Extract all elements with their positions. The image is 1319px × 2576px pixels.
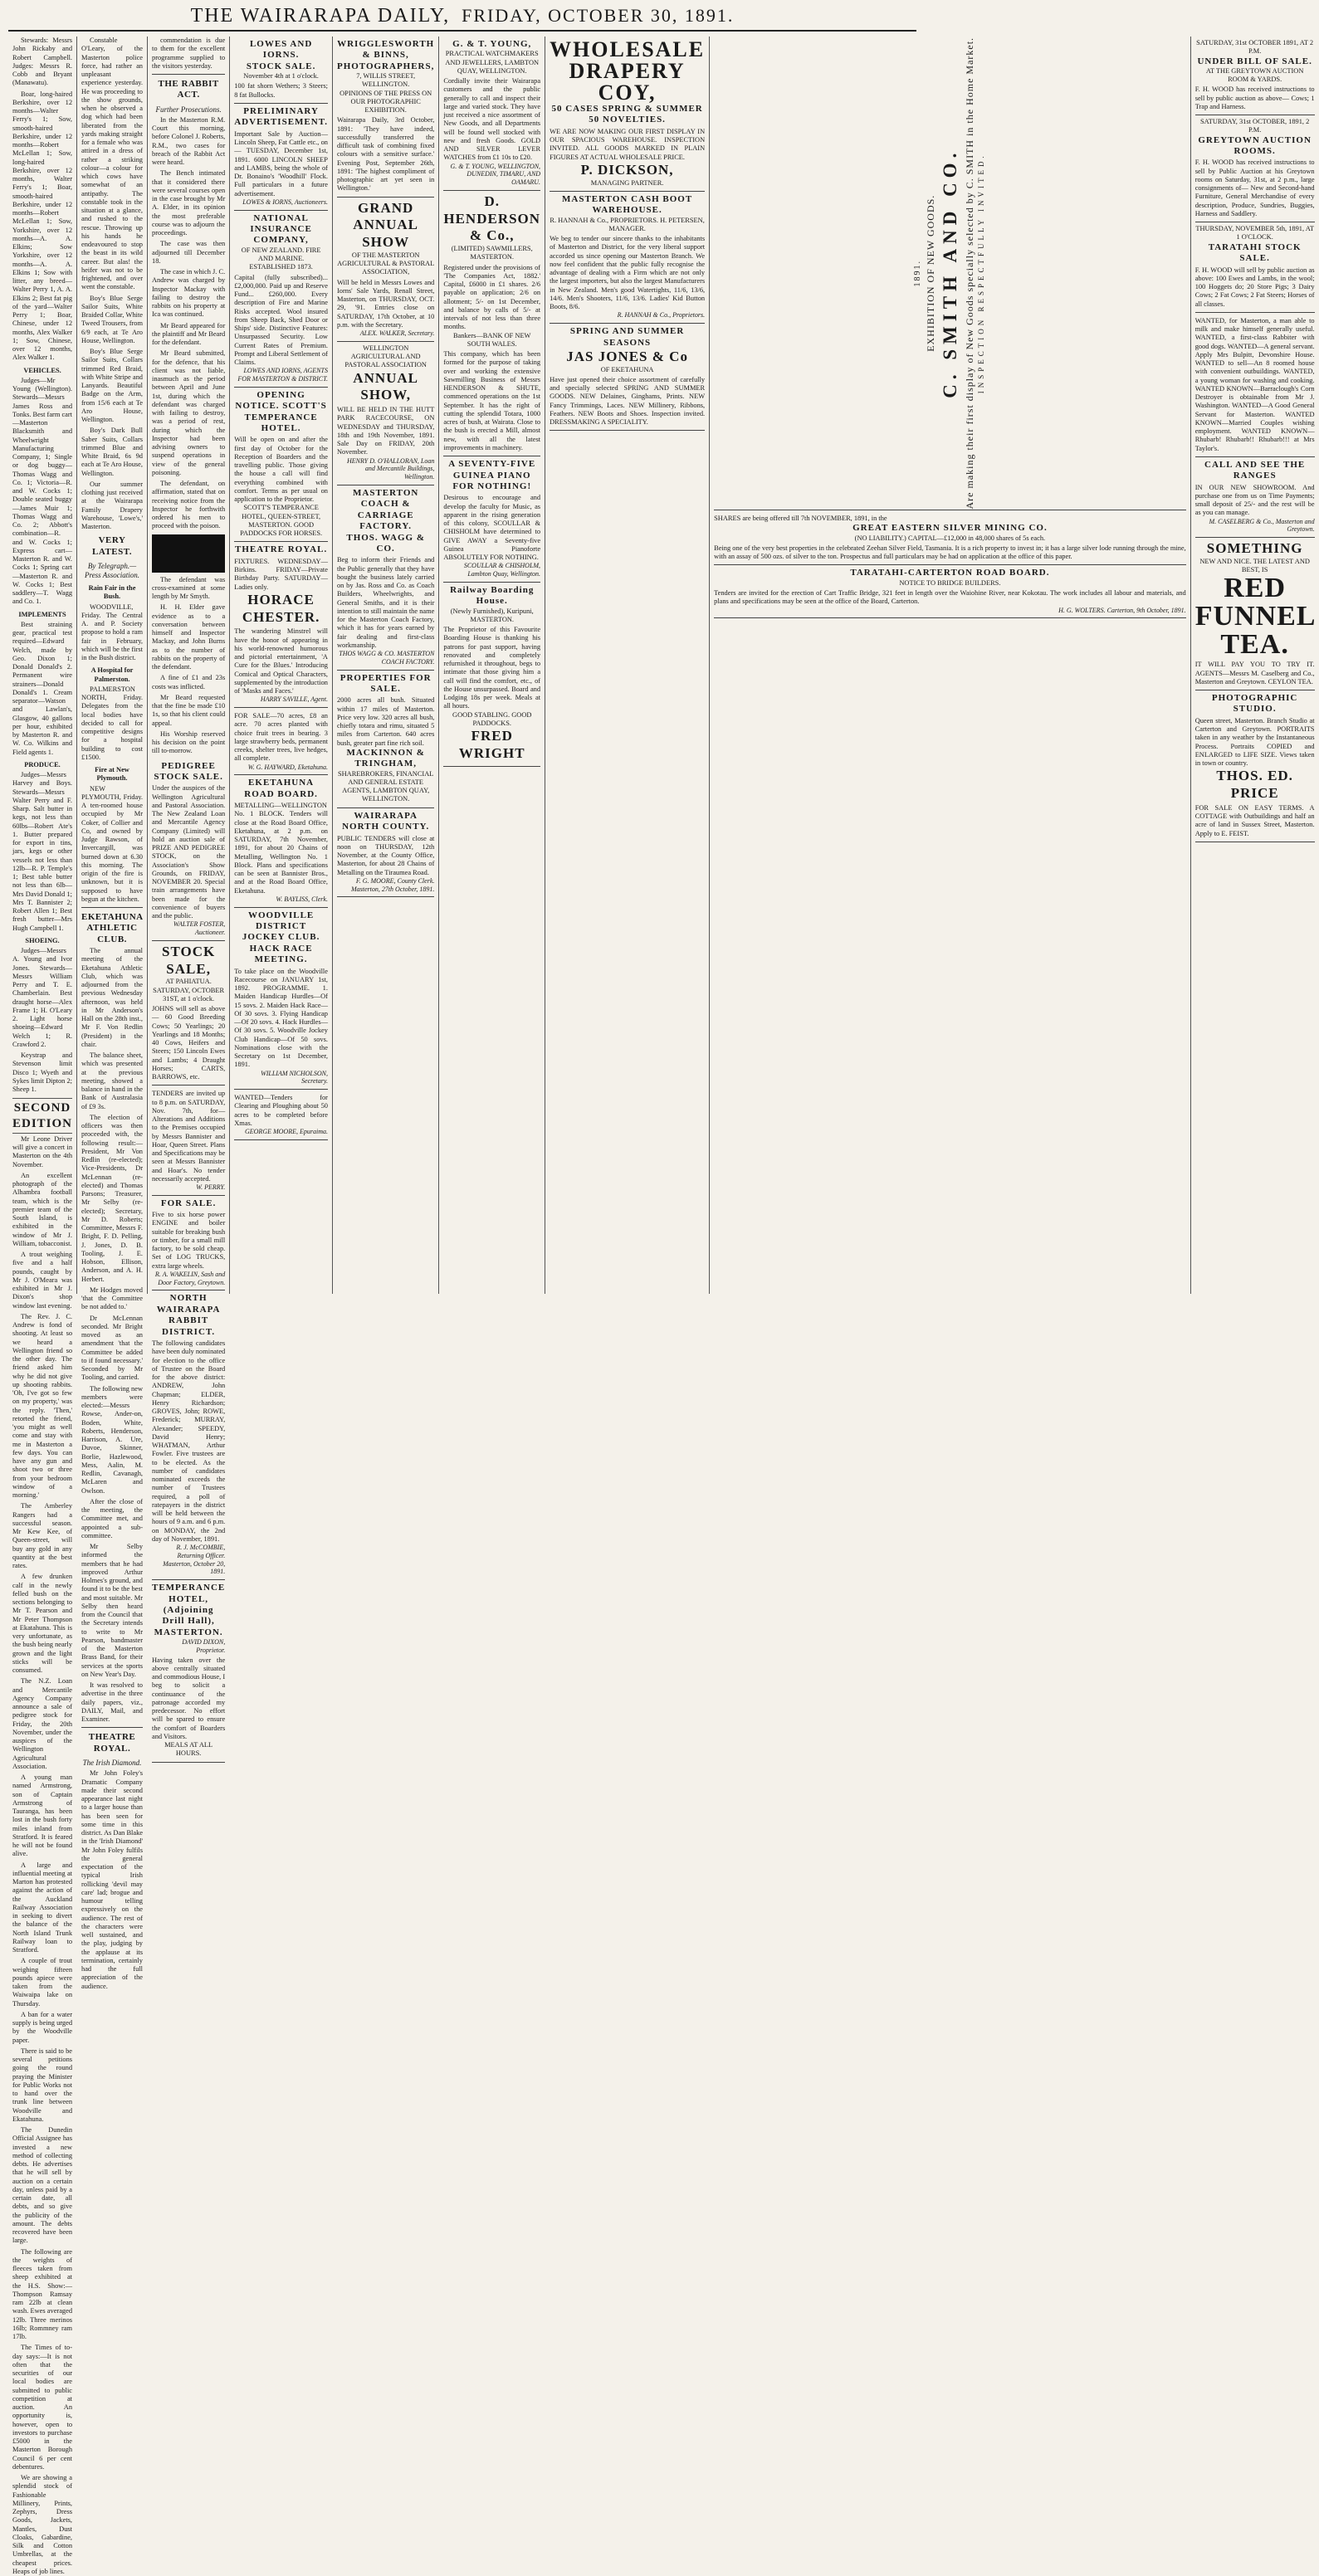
piano-ad [443, 456, 540, 583]
article-paragraph: There is said to be several petitions going the round praying the Minister for Public Works not to hand over the trunk line between Woodville and Ekatahuna. [12, 2047, 73, 2123]
ad-body: The following candidates have been duly nominated for election to the office of Trustee on the Board for the above district: ANDREW, John Chapman; ELDER, Henry Richardson; GROVES, John; ROWE, Frederick; MURRAY, Alexander; SPEEDY, David Henry; WHATMAN, Arthur Fowler. Five trustees are to be elected. As the number of candidates nominated exceeds the number of Trustees required, a poll of ratepayers in the district will be held between the hours of 9 a.m. and 6 p.m. on MONDAY, the 2nd day of November, 1891. [152, 1339, 226, 1543]
ad-signature: WILLIAM NICHOLSON, Secretary. [261, 1069, 328, 1086]
ad-body: FOR SALE—70 acres, £8 an acre. 70 acres planted with choice fruit trees in bearing. 3 large strawberry beds, permanent creeks, shelter trees, live hedges, all complete. [234, 712, 328, 763]
theatre-royal-ad [234, 542, 328, 708]
ad-subtitle: WELLINGTON AGRICULTURAL AND PASTORAL ASSOCIATION [344, 344, 427, 369]
article-paragraph: His Worship reserved his decision on the point till to-morrow. [152, 729, 226, 755]
ad-body: IN OUR NEW SHOWROOM. And purchase one from us on Time Payments; small deposit of 25/- and the rest will be as you can manage. [1194, 483, 1315, 517]
article-paragraph: The balance sheet, which was presented at the previous meeting, showed a balance in hand in the Bank of Australasia of £9 3s. [81, 1051, 143, 1110]
ad-signature: GEORGE MOORE, Epuraima. [244, 1128, 328, 1136]
ad-body: Queen street, Masterton. Branch Studio at Carterton and Greytown. PORTRAITS taken in any weather by the Instantaneous Process. Portraits COPIED and ENLARGED to LIFE SIZE. Views taken in town or country. [1194, 716, 1315, 768]
ad-title: D. HENDERSON & Co., [443, 193, 541, 244]
ad-title: SOMETHING [1206, 540, 1303, 557]
ad-title: PROPERTIES FOR SALE. [340, 672, 432, 694]
ad-signature: W. G. HAYWARD, Eketahuna. [247, 763, 328, 771]
article-paragraph: A large and influential meeting at Marton has protested against the action of the Auckland Railway Association in seeking to divert the balance of the North Island Trunk Railway loan to Stratford. [12, 1861, 73, 1954]
article-paragraph: commendation is due to them for the excellent programme supplied to the visitors yesterday. [152, 37, 226, 70]
ad-title: MASTERTON CASH BOOT WAREHOUSE. [562, 193, 693, 216]
article-paragraph: Dr McLennan seconded. Mr Bright moved as an amendment 'that the Committee be added to if found necessary.' Seconded by Mr Tooling, and carried. [81, 1314, 143, 1382]
grand-annual-show-ad [337, 198, 434, 342]
section-heading: THE RABBIT ACT. [158, 79, 219, 100]
article-paragraph: The Amberley Rangers had a successful season. Mr Kew Kee, of Queen-street, will buy any gold in any quantity at the best rates. [12, 1502, 73, 1570]
ad-date: SATURDAY, OCTOBER 31ST, at 1 o'clock. [153, 986, 225, 1003]
ad-subtitle: R. HANNAH & Co., PROPRIETORS. H. PETERSEN, MANAGER. [550, 216, 705, 232]
divider [152, 74, 225, 75]
ad-footer: MEALS AT ALL HOURS. [164, 1741, 213, 1758]
ad-subtitle: NEW AND NICE. THE LATEST AND BEST, IS [1199, 557, 1310, 574]
article-paragraph: Mr Selby informed the members that he had improved Arthur Holmes's ground, and found it to be the best and most suitable. Mr Selby then heard from the Council that the Secretary intends to write to Mr Pearson, bandmaster of the Masterton Brass Band, for their services at the sports on New Year's Day. [81, 1543, 143, 1678]
ad-subtitle: STOCK SALE. [246, 61, 316, 71]
article-paragraph: Mr Beard requested that the fine be made £10 1s, so that his client could appeal. [152, 693, 226, 727]
ad-signature: W. PERRY. [196, 1183, 226, 1192]
ad-subtitle: OF THE MASTERTON AGRICULTURAL & PASTORAL ASSOCIATION, [337, 251, 435, 276]
tenders-ad [152, 1086, 225, 1196]
ad-title: ANNUAL SHOW, [353, 369, 419, 403]
ad-title: WHOLESALE [550, 37, 706, 61]
ad-body: WILL BE HELD IN THE HUTT PARK RACECOURSE, ON WEDNESDAY and THURSDAY, 18th and 19th November, 1891. Sale Day on FRIDAY, 20th November. [336, 406, 435, 456]
road-board-ad [714, 565, 1186, 618]
preliminary-ad [234, 104, 328, 211]
ad-title: PHOTOGRAPHIC STUDIO. [1211, 693, 1298, 715]
ad-body: METALLING—WELLINGTON No. 1 BLOCK. Tenders will close at the Road Board Office, Eketahuna, at 2 p.m. on SATURDAY, 7th November, 1891, for about 20 Chains of Metalling, Wellington No. 1 Block. Plans and specifications can be seen at Bannister Bros., and at the Road Board Office, Eketahuna. [234, 802, 328, 895]
ad-body: Tenders are invited for the erection of Cart Traffic Bridge, 321 feet in length over the Waiohine River, near Kokotau. The work includes all labour and materials, and plans and specifications may be seen at the office of the Board, Carterton. [714, 589, 1186, 606]
column-8 [710, 37, 1191, 1294]
ad-body: Have just opened their choice assortment of carefully and specially selected SPRING AND SUMMER GOODS. NEW Delaines, Ginghams, Prints. NEW Fancy Trimmings, Laces. NEW Millinery, Ribbons, Feathers. NEW Boots and Shoes. Inspection invited. DRESSMAKING A SPECIALITY. [550, 375, 706, 427]
article-paragraph: Mr Hodges moved 'that the Committee be not added to.' [81, 1286, 143, 1311]
ad-signature: DAVID DIXON, Proprietor. [182, 1638, 226, 1654]
ad-title: TARATAHI STOCK SALE. [1208, 242, 1302, 264]
orchard-for-sale-ad [234, 708, 328, 775]
masthead [8, 5, 916, 32]
ad-title: WOODVILLE DISTRICT JOCKEY CLUB. [242, 910, 320, 943]
coach-factory-ad [337, 485, 434, 671]
scotts-hotel-ad [234, 388, 328, 543]
article-paragraph: The annual meeting of the Eketahuna Athletic Club, which was adjourned from the previous Wednesday afternoon, was held in Mr Anderson's Hall on the 28th inst., Mr F. Von Redlin (President) in the chair. [81, 947, 143, 1048]
ad-headline: THOS. ED. PRICE [1216, 768, 1293, 802]
ad-signature: W. BAYLISS, Clerk. [276, 895, 328, 903]
ad-signature: M. CASELBERG & Co., Masterton and Greytown. [1209, 517, 1315, 534]
ad-title: GREAT EASTERN SILVER MINING CO. [852, 523, 1048, 534]
auction-ad-1 [1195, 37, 1315, 115]
ad-body: F. H. WOOD will sell by public auction as above: 100 Ewes and Lambs, in the wool; 100 Hoggets do; 20 Store Pigs; 3 Dairy Cows; 2 Fat Cows; 2 Fat Steers; Horses of all classes. [1194, 266, 1315, 308]
ad-subtitle: (NO LIABILITY.) CAPITAL—£12,000 in 48,000 shares of 5s each. [854, 534, 1046, 542]
section-subheading: By Telegraph.—Press Association. [85, 562, 140, 580]
article-paragraph: The case was then adjourned till December 18. [152, 240, 226, 265]
ad-body: The wandering Minstrel will have the honor of appearing in his world-renowned humorous and pictorial entertainment, 'A Cure for the Blues.' Introducing Comical and Optical Characters, supplemented by the introduction of 'Masks and Faces.' [234, 627, 328, 695]
ad-body: Important Sale by Auction— Lincoln Sheep, Fat Cattle etc., on— TUESDAY, December 1st, 1891. 6000 LINCOLN SHEEP and LAMBS, being the whole of Dr. Bonaino's 'Woodhill' Flock. Full particulars in a future advertisement. [234, 129, 328, 198]
article-paragraph: Best straining gear, practical test required—Edward Welch, made by Geo. Dixon 1; Donald Donald's 2. Permanent wire strainers—Donald Donald's 1. Cream separator—Watson and Lawlan's, Glasgow, 40 gallons per hour, exhibited by Masterton R. and W. Co. Wilkins and Field agents 1. [12, 620, 73, 756]
ad-body: Will be held in Messrs Lowes and Iorns' Sale Yards, Renall Street, Masterton, on THURSDAY, OCT. 29, '91. Entries close on SATURDAY, 17th October, at 10 p.m. with the Secretary. [336, 278, 435, 329]
ad-subtitle: (LIMITED) SAWMILLERS, MASTERTON. [451, 245, 533, 261]
article-paragraph: Constable O'Leary, of the Masterton police force, had rather an unpleasant experience yesterday. He was proceeding to the show grounds, when he observed a dog which had been liberated from the yards making straight for a female who was attired in a dress of rather a striking colour—a colour for which cows have somewhat of an antipathy. The constable took in the situation at a glance, and rushed to the rescue. Throwing up his hands he endeavoured to stop the beast in its wild career. But alas! the heifer was not to be frightened, and over went the constable. [81, 37, 143, 291]
article-paragraph: The Bench intimated that it considered there were several courses open in the case brought by Mr A. Elder, in its opinion the most preferable course was to adjourn the proceedings. [152, 169, 226, 237]
article-paragraph: Mr Beard submitted, for the defence, that his client was not liable, inasmuch as the period between April and June 1st, during which the defendant was charged with failing to destroy, was a period of rest, during which the Inspector had been advising owners to suspend operations in view of the general poisoning. [152, 349, 226, 476]
ad-title: EKETAHUNA ROAD BOARD. [244, 778, 318, 799]
lowes-iorns-ad [234, 37, 328, 104]
article-paragraph: H. H. Elder gave evidence as to a conversation between himself and Inspector Mackay, and John Burns as to the number of rabbits on the property of the defendant. [152, 603, 226, 671]
article-paragraph: The following new members were elected:—Messrs Rowse, Ander-on, Boden, White, Roberts, Henderson, Harrison, A. Ure, Duvoe, Skinner, Borlie, Hazlewood, Mess, Aalin, M. Redlin, Cavanagh, McLaren and Owlson. [81, 1384, 143, 1495]
ad-title: FOR SALE. [160, 1198, 217, 1208]
column-6 [439, 37, 545, 1294]
photo-studio-ad [1195, 690, 1315, 842]
article-paragraph: A young man named Armstrong, son of Captain Armstrong of Tauranga, has been lost in the bush forty miles inland from Stratford. It is feared he will not be found alive. [12, 1773, 73, 1858]
ad-body: Capital (fully subscribed)... £2,000,000. Paid up and Reserve Fund... £260,000. Every description of Fire and Marine Risks accepted. Wool insured from Sheep Back, Shed Door or Ships' side. Distinctive Features: Unsurpassed Security. Low Current Rates of Premium. Prompt and Liberal Settlement of Claims. [234, 273, 328, 366]
ad-subtitle: NOTICE TO BRIDGE BUILDERS. [899, 578, 1001, 587]
ad-body: To take place on the Woodville Racecourse on JANUARY 1st, 1892. PROGRAMME. 1. Maiden Handicap Hurdles—Of 15 sovs. 2. Maiden Hack Race—Of 30 sovs. 3. Flying Handicap—Of 20 sovs. 4. Hack Hurdles—Of 30 sovs. 5. Woodville Jockey Club Handicap—Of 50 sovs. Nominations close with the Secretary on 1st December, 1891. [234, 967, 328, 1069]
article-paragraph: A couple of trout weighing fifteen pounds apiece were taken from the Waiwaipa lake on Thursday. [12, 1957, 73, 2008]
article-paragraph: NEW PLYMOUTH, Friday. A ten-roomed house occupied by Mr Coker, of Collier and Co, and owned by Judge Rawson, of Invercargill, was burned down at 6.30 this morning. The origin of the fire is unknown, but it is supposed to have begun at the kitchen. [81, 784, 143, 903]
ad-body: Beg to inform their Friends and the Public generally that they have bought the business lately carried on by Jas. Ross and Co. as Coach Builders, Wheelwrights, and General Smiths, and it is their intention to still maintain the name for the Masterton Coach Factory, which it has for years earned by fair dealing and first-class workmanship. [336, 556, 435, 649]
ad-title: NORTH WAIRARAPA RABBIT DISTRICT. [156, 1293, 221, 1337]
ad-title: WRIGGLESWORTH & BINNS, PHOTOGRAPHERS, [336, 39, 435, 71]
article-paragraph: In the Masterton R.M. Court this morning, before Colonel J. Roberts, R.M., two cases for breach of the Rabbit Act were heard. [152, 115, 226, 167]
silver-mining-ad [714, 510, 1186, 565]
red-funnel-tea-ad [1195, 538, 1315, 690]
article-paragraph: WOODVILLE, Friday. The Central A. and P. Society propose to hold a ram fair in February, which will be the first in the Bush district. [81, 603, 143, 661]
ad-title: GRAND ANNUAL SHOW [353, 199, 419, 251]
article-paragraph: Mr Beard appeared for the plaintiff and Mr Beard for the defendant. [152, 321, 226, 347]
article-paragraph: We are showing a splendid stock of Fashionable Millinery, Prints, Zephyrs, Dress Goods, Jackets, Mantles, Dust Cloaks, Gabardine, Silk and Cotton Umbrellas, at the cheapest prices. Heaps of job lines. [12, 2474, 73, 2575]
ad-body: F. H. WOOD has received instructions to sell by Public Auction at his Greytown rooms on Saturday, 31st, at 2 p.m., large consignments of— New and Second-hand Furniture, General Merchandise of every description, Produce, Sundries, Buggies, Harness and Saddlery. [1194, 159, 1315, 217]
ad-subtitle: AT PAHIATUA. [165, 978, 212, 986]
smith-exhibition-ad [714, 37, 1186, 510]
ad-date: SATURDAY, 31st OCTOBER, 1891, 2 P.M. [1199, 118, 1310, 134]
ad-body: JOHNS will sell as above— 60 Good Breeding Cows; 50 Yearlings; 20 Yearlings and 18 Months; 40 Cows, Heifers and Steers; 150 Lincoln Ewes and Lambs; 4 Draught Horses; CARTS, BARROWS, etc. [152, 1005, 226, 1081]
county-tenders-ad [337, 808, 434, 898]
ad-subtitle: (Newly Furnished), Kuripuni, MASTERTON. [450, 607, 534, 623]
auction-ad-3 [1195, 222, 1315, 313]
ad-year: 1891. [913, 259, 923, 287]
boarding-house-ad [443, 583, 540, 767]
ad-title: SPRING AND SUMMER SEASONS [569, 326, 685, 348]
ad-signature: LOWES AND IORNS, AGENTS FOR MASTERTON & DISTRICT. [237, 367, 328, 383]
article-paragraph: Keystrap and Stevenson limit Disco 1; Wyeth and Sykes limit Dipton 2; Sheep 1. [12, 1051, 73, 1093]
section-heading: PRODUCE. [24, 760, 61, 768]
sawmillers-ad [443, 191, 540, 456]
ad-body: SHARES are being offered till 7th NOVEMBER, 1891, in the [714, 515, 887, 522]
ad-signature: F. G. MOORE, County Clerk. Masterton, 27th October, 1891. [350, 876, 435, 893]
ad-headline: JAS JONES & Co [566, 348, 688, 364]
ad-title: A SEVENTY-FIVE GUINEA PIANO FOR NOTHING! [448, 459, 536, 491]
ad-title: GREYTOWN AUCTION ROOMS. [1198, 134, 1312, 157]
ad-body: WANTED—Tenders for Clearing and Ploughing about 50 acres to be completed before Xmas. [234, 1094, 328, 1127]
ad-subtitle: 50 CASES SPRING & SUMMER 50 NOVELTIES. [551, 104, 703, 125]
ad-footer: Bankers—BANK OF NEW SOUTH WALES. [452, 331, 531, 348]
article-paragraph: The case in which J. C. Andrew was charged by Inspector Mackay with failing to destroy the rabbits on his property at Ica was continued. [152, 268, 226, 319]
article-paragraph: Mr Leone Driver will give a concert in Masterton on the 4th November. [12, 1134, 73, 1168]
properties-for-sale-ad [337, 671, 434, 808]
pedigree-stock-sale-ad [152, 759, 225, 941]
article-paragraph: Boy's Dark Bull Saber Suits, Collars trimmed Blue and White Braid, 6s 9d each at Te Aro House, Wellington. [81, 427, 143, 477]
ad-body: Being one of the very best properties in the celebrated Zeehan Silver Field, Tasmania. It is a rich property to invest in; it has a large silver lode running through the mine, with an assay of 500 ozs. of silver to the ton. Prospectus and full particulars may be had on application at the office of this paper. [714, 544, 1186, 561]
ad-body: 2000 acres all bush. Situated within 17 miles of Masterton. Price very low. 320 acres all bush, chiefly totara and rimu, situated 5 miles from Carterton. 640 acres bush, greater part fine rich soil. [336, 696, 435, 747]
ad-headline: HORACE CHESTER. [242, 591, 320, 625]
ad-subtitle: AT THE GREYTOWN AUCTION ROOM & YARDS. [1205, 66, 1304, 84]
ad-body: IT WILL PAY YOU TO TRY IT. AGENTS—Messrs M. Caselberg and Co., Masterton and Greytown. CEYLON TEA. [1194, 661, 1315, 685]
section-heading: THEATRE ROYAL. [88, 1732, 136, 1754]
ad-subtitle: OF EKETAHUNA [600, 365, 654, 373]
article-paragraph: The Dunedin Official Assignee has invested a new method of collecting debts. He advertises that he will sell by auction on a certain day, unless paid by a certain date, all debts, and so give the publicity of the amount. The debts recovered have been large. [12, 2126, 73, 2245]
ad-title: DRAPERY [569, 59, 686, 83]
temperance-hotel-ad [152, 1580, 225, 1763]
ad-title: OPENING NOTICE. SCOTT'S TEMPERANCE HOTEL. [235, 389, 327, 433]
article-paragraph: Boy's Blue Serge Sailor Suits, Collars trimmed Red Braid, with White Stripe and Lanyards. Beautiful Badge on the Arm, from 15/6 each at Te Aro House, Wellington. [81, 348, 143, 423]
ad-body: Are making their first display of New Goods specially selected by C. SMITH in the Home Market. [964, 37, 976, 510]
ad-headline: MACKINNON & TRINGHAM, [346, 747, 425, 769]
auction-ad-2 [1195, 115, 1315, 222]
ad-body: Five to six horse power ENGINE and boiler suitable for breaking bush or timber, for a small mill factory, to be sold cheap. Set of LOG TRUCKS, extra large wheels. [152, 1211, 226, 1270]
article-paragraph: The defendant, on affirmation, stated that on receiving notice from the Inspector he forthwith ordered his men to proceed with the poison. [152, 480, 226, 530]
ad-subtitle: OF NEW ZEALAND. FIRE AND MARINE. ESTABLISHED 1873. [241, 246, 321, 271]
ad-signature: SCOULLAR & CHISHOLM, Lambton Quay, Wellington. [463, 562, 541, 578]
section-heading: SHOEING. [25, 936, 60, 944]
ad-title: LOWES AND IORNS. [249, 39, 313, 61]
ad-date: THURSDAY, NOVEMBER 5th, 1891, AT 1 O'CLOCK. [1195, 225, 1314, 242]
eketahuna-road-board-ad [234, 775, 328, 907]
wellington-show-ad [337, 342, 434, 485]
article-paragraph: Mr John Foley's Dramatic Company made their second appearance last night to a larger house than has been seen for some time in this district. As Dan Blake in the 'Irish Diamond' Mr John Foley fulfils the general expectation of the typical Irish rollicking 'devil may care' lad; brogue and humour telling expressively on the audience. The rest of the characters were well sustained, and the play, judging by the applause at its termination, certainly had the full appreciation of the audience. [81, 1769, 143, 1990]
column-9 [1191, 37, 1319, 1294]
ranges-ad [1195, 457, 1315, 538]
section-subheading: Further Prosecutions. [155, 105, 222, 114]
article-heading: Fire at New Plymouth. [95, 766, 129, 783]
ad-title: G. & T. YOUNG, [452, 39, 532, 49]
article-paragraph: After the close of the meeting, the Committee met, and appointed a sub-committee. [81, 1497, 143, 1539]
ad-title: Railway Boarding House. [450, 584, 535, 607]
section-heading: VEHICLES. [23, 366, 61, 374]
ad-headline: RED FUNNEL TEA. [1194, 573, 1317, 661]
column-4 [230, 37, 333, 1294]
ad-subtitle: 7, WILLIS STREET, WELLINGTON. [356, 72, 416, 89]
ad-title: STOCK SALE, [162, 943, 216, 977]
column-1 [8, 37, 77, 2575]
pahiatua-stock-sale-ad [152, 941, 225, 1086]
ad-signature: R. HANNAH & Co., Proprietors. [617, 311, 706, 320]
article-paragraph: An excellent photograph of the Alhambra football team, which is the premier team of the South Island, is exhibited in the window of Mr J. William, tobacconist. [12, 1171, 73, 1247]
rabbit-district-ad [152, 1290, 225, 1580]
ad-body: Cordially invite their Wairarapa customers and the public generally to call and inspect their large and varied stock. They have just received a nice assortment of New Goods, and all Departments will be found well stocked with new and fresh Goods. GOLD AND SILVER LEVER WATCHES from £1 10s to £20. [443, 77, 541, 162]
ad-title: WAIRARAPA NORTH COUNTY. [342, 810, 430, 832]
article-paragraph: Judges—Messrs Harvey and Boys. Stewards—Messrs Walter Perry and F. Sharp. Salt butter in kegs, not less than 60lbs—Robert Ate's 1. Butter prepared for export in tins, jars, kegs or other vessels not less than 12lb—R. P. Temple's 1; Best table butter not less than 6lb—Mrs David Donald 1; Mrs T. Bannister 2; Robert Allen 1; Best fresh butter—Mrs Hugh Campbell 1. [12, 771, 73, 932]
jewellers-ad [443, 37, 540, 191]
ad-body: FIXTURES. WEDNESDAY—Birkins. FRIDAY—Private Birthday Party. SATURDAY—Ladies only. [234, 557, 328, 591]
article-paragraph: Boy's Blue Serge Sailor Suits, White Braided Collar, White Tweed Trousers, from 6/9 each, at Te Aro House, Wellington. [81, 294, 143, 344]
ad-proprietor: FRED WRIGHT [458, 728, 525, 761]
ad-title: EXHIBITION OF NEW GOODS. [925, 194, 937, 352]
masthead-date: FRIDAY, OCTOBER 30, 1891. [462, 5, 735, 26]
article-paragraph: A few drunken calf in the newly felled bush on the sections belonging to Mr T. Pearson and Mr Peter Thompson at Ekatahuna. This is very unfortunate, as the bush being nearly grown and the light sticks will be consumed. [12, 1573, 73, 1675]
article-paragraph: A trout weighing five and a half pounds, caught by Mr J. O'Meara was exhibited in Mr J. Dixon's shop window last evening. [12, 1251, 73, 1310]
article-paragraph: It was resolved to advertise in the three daily papers, viz., DAILY, Mail, and Examiner. [81, 1681, 143, 1724]
ad-body: Will be open on and after the first day of October for the Reception of Boarders and the travelling public. Those giving the house a call will find everything combined with comfort. Terms as per usual on application to the Proprietor. [234, 436, 328, 504]
ad-date: November 4th at 1 o'clock. [243, 72, 319, 80]
ad-signature: R. A. WAKELIN, Sash and Door Factory, Greytown. [154, 1270, 226, 1286]
article-paragraph: Judges—Mr Young (Wellington). Stewards—Messrs James Ross and Tonks. Best farm cart—Masterton Blacksmith and Wheelwright Manufacturing Company, 1; Single or dog buggy—Thomas Wagg and Co. 1; Victoria—R. and W. Cocks 1; Double seated buggy—James Muir 1; Thomas Wagg and Co. 2; Abbott's combination—R. and W. Cocks 1; Express cart—Masterton R. and W. Cocks 1; Spring cart—Masterton R. and W. Cocks 1; Best saddlery—T. Wagg and Co. 1. [12, 376, 73, 606]
redaction-block [152, 534, 225, 573]
ad-signature: LOWES & IORNS, Auctioneers. [242, 198, 328, 206]
ad-signature: HARRY SAVILLE, Agent. [260, 695, 328, 704]
article-heading: Rain Fair in the Bush. [88, 584, 136, 601]
ad-subtitle: PRACTICAL WATCHMAKERS AND JEWELLERS, LAMBTON QUAY, WELLINGTON. [445, 50, 540, 75]
article-paragraph: The Rev. J. C. Andrew is fond of shooting. At least so we heard a Wellington friend so the other day. The friend asked him why he did not give up shooting rabbits. 'Oh, I've got so few on my property,' was the reply. 'Then,' retorted the friend, 'you might as well come and stay with me in Masterton a few days. You can have any gun and shoot two or three from your bedroom window of a morning.' [12, 1312, 73, 1500]
ad-body: Wairarapa Daily, 3rd October, 1891: 'They have indeed, successfully transferred the difficult task of combining fixed colours with a sensitive surface.' Evening Post, September 26th, 1891: 'The highest compliment of photographic art yet seen in Wellington.' [336, 116, 435, 193]
article-paragraph: Our summer clothing just received at the Wairarapa Family Drapery Warehouse, 'Lowe's,' Masterton. [81, 480, 143, 530]
ad-footer: MANAGING PARTNER. [590, 178, 664, 187]
ad-signature: ALEX. WALKER, Secretary. [359, 329, 435, 338]
tenders-wanted-ad [234, 1090, 328, 1140]
masthead-title: THE WAIRARAPA DAILY, [190, 5, 451, 27]
ad-footer: INSPECTION RESPECTFULLY INVITED. [977, 152, 986, 394]
wanted-ads [1195, 313, 1315, 457]
edition-heading: SECOND EDITION [12, 1098, 72, 1134]
column-7 [545, 37, 710, 1294]
national-insurance-ad [234, 211, 328, 388]
ad-title: MASTERTON COACH & CARRIAGE FACTORY. [353, 487, 419, 532]
ad-signature: R. J. McCOMBIE, Returning Officer. Masterton, October 20, 1891. [163, 1544, 226, 1576]
article-paragraph: PALMERSTON NORTH, Friday. Delegates from the local bodies have decided to call for competitive designs for a hospital building to cost £1500. [81, 685, 143, 761]
ad-body: WE ARE NOW MAKING OUR FIRST DISPLAY IN OUR SPACIOUS WAREHOUSE. INSPECTION INVITED. ALL GOODS MARKED IN PLAIN FIGURES AT ACTUAL WHOLESALE PRICE. [550, 127, 706, 161]
article-paragraph: The Times of to-day says:—It is not often that the securities of our local bodies are submitted to public competition at auction. An opportunity is, however, open to investors to purchase £5000 in the Masterton Borough Council 6 per cent debentures. [12, 2344, 73, 2471]
ad-title: COY, [598, 80, 657, 105]
ad-body: WANTED, for Masterton, a man able to milk and make himself generally useful. WANTED, a first-class Rabbiter with good dogs. WANTED—A general servant. Apply Mrs Bulpitt, Devonshire House. WANTED to sell—An 8 roomed house with convenient outbuildings. WANTED, a young woman for washing and cooking. WANTED KNOWN—Barraclough's Corn Destroyer is obtainable from Mr J. Washington. WANTED—A Good General Servant for Masterton. WANTED KNOWN—Married Couples wishing employment. WANTED KNOWN—Rhubarb! Rhubarb!! Rhubarb!!! at Mrs Taylor's. [1194, 316, 1315, 452]
article-paragraph: A ban for a water supply is being urged by the Woodville paper. [12, 2010, 73, 2044]
ad-body: Registered under the provisions of 'The Companies Act, 1882.' Capital, £6000 in £1 shares. 2/6 payable on application; 2/6 on allotment; 5/- on 1st December, and balance by calls of 5/- at intervals of not less than three months. [443, 263, 541, 331]
for-sale-ad [152, 1196, 225, 1291]
ad-date: SATURDAY, 31st OCTOBER 1891, AT 2 P.M. [1196, 39, 1314, 56]
ad-title: THEATRE ROYAL. [235, 544, 328, 555]
ad-signature: G. & T. YOUNG, WELLINGTON, DUNEDIN, TIMARU, AND OAMARU. [450, 162, 541, 187]
ad-title: TARATAHI-CARTERTON ROAD BOARD. [850, 568, 1050, 578]
article-paragraph: The election of officers was then proceeded with, the following result:—President, Mr Von Redlin (re-elected); Vice-Presidents, Dr McLennan (re-elected) and Thomas Parsons; Treasurer, Mr Selby (re-elected); Secretary, Mr D. Roberts; Committee, Messrs F. Bright, F. D. Pelling, J. Jones, D. B. Tooling, J. E. Hobson, Ellison, Anderson, and A. H. Herbert. [81, 1113, 143, 1283]
divider [81, 1727, 143, 1728]
ad-title: NATIONAL INSURANCE COMPANY, [250, 212, 312, 246]
article-paragraph: Stewards: Messrs John Rickaby and Robert Campbell. Judges: Messrs R. Cobb and Bryant (Manawatu). [12, 37, 73, 87]
article-paragraph: The following are the weights of fleeces taken from sheep exhibited at the H.S. Show:—Thompson Ramsay ram 22lb at clean wash. Ewes averaged 12lb. Three merinos 16lb; Rommney ram 17lb. [12, 2247, 73, 2341]
ad-body: This company, which has been formed for the purpose of taking over and working the extensive Sawmilling Business of Messrs HENDERSON & SHUTE, commenced operations on the 1st September. It has the right of cutting the splendid Totara, 1000 acres of bush, at Wairata. Close to the bush is erected a Mill, almost new, with all the latest improvements in machinery. [443, 350, 541, 451]
article-paragraph: The defendant was cross-examined at some length by Mr Smyth. [152, 575, 226, 601]
ad-signature: WALTER FOSTER, Auctioneer. [173, 920, 226, 937]
column-5 [333, 37, 439, 1294]
ad-footer: GOOD STABLING. GOOD PADDOCKS. [452, 710, 532, 727]
ad-body: 100 fat shorn Wethers; 3 Steers; 8 fat Bullocks. [234, 82, 328, 99]
columns [8, 37, 1317, 2575]
divider [81, 907, 143, 908]
boot-warehouse-ad [550, 192, 705, 324]
ad-title: CALL AND SEE THE RANGES [1204, 459, 1306, 481]
ad-body: Having taken over the above centrally situated and commodious House, I beg to solicit a continuance of the patronage accorded my predecessor. No effort will be spared to ensure the comfort of Boarders and Visitors. [152, 1656, 226, 1740]
ad-body: The Proprietor of this Favourite Boarding House is thanking his patrons for past support, having renovated and completely refurnished it throughout, begs to intimate that those giving him a call will find the comfort, etc., of the House unsurpassed. Board and Lodging 18s per week. Meals at all hours. [443, 626, 541, 710]
article-paragraph: The N.Z. Loan and Mercantile Agency Company announce a sale of pedigree stock for Friday, the 20th November, under the auspices of the Wellington Agricultural Association. [12, 1677, 73, 1770]
ad-footer: SHAREBROKERS, FINANCIAL AND GENERAL ESTATE AGENTS, LAMBTON QUAY, WELLINGTON. [337, 769, 434, 803]
section-heading: IMPLEMENTS [18, 610, 66, 618]
ad-headline: P. DICKSON, [580, 161, 674, 178]
article-paragraph: Judges—Messrs A. Young and Ivor Jones. Stewards—Messrs William Perry and T. E. Chamberlain. Best draught horse—Alex Frame 1; H. O'Leary 2. Light horse shoeing—Edward Welch 1; R. Crawford 2. [12, 947, 73, 1048]
ad-title: UNDER BILL OF SALE. [1197, 56, 1312, 66]
ad-title: PRELIMINARY ADVERTISEMENT. [234, 105, 328, 128]
ad-subtitle: HACK RACE MEETING. [249, 943, 313, 965]
ad-subtitle: THOS. WAGG & CO. [346, 532, 425, 554]
section-heading: EKETAHUNA ATHLETIC CLUB. [81, 912, 144, 944]
ad-body: Desirous to encourage and develop the faculty for Music, as apparent in the rising generation of this colony, SCOULLAR & CHISHOLM have determined to GIVE AWAY a Seventy-five Guinea Pianoforte ABSOLUTELY FOR NOTHING. [443, 494, 541, 562]
photographers-ad [337, 37, 434, 198]
wholesale-drapery-ad [550, 37, 705, 192]
ad-headline: C. SMITH AND CO. [939, 148, 960, 398]
ad-subtitle: OPINIONS OF THE PRESS ON OUR PHOTOGRAPHIC EXHIBITION. [340, 89, 432, 115]
section-heading: VERY LATEST. [91, 535, 133, 557]
jas-jones-ad [550, 324, 705, 431]
ad-body: Under the auspices of the Wellington Agricultural and Pastoral Association. The New Zealand Loan and Mercantile Agency Company (Limited) will hold an auction sale of PRIZE AND PEDIGREE STOCK, on the Association's Show Grounds, on FRIDAY, NOVEMBER 20. Special train arrangements have been made for the convenience of buyers and the public. [152, 784, 226, 920]
ad-footer: SCOTT'S TEMPERANCE HOTEL, QUEEN-STREET, MASTERTON. GOOD PADDOCKS FOR HORSES. [240, 504, 323, 538]
article-paragraph: A fine of £1 and 23s costs was inflicted. [152, 674, 226, 690]
ad-body: TENDERS are invited up to 8 p.m. on SATURDAY, Nov. 7th, for— Alterations and Additions to the Premises occupied by Messrs Bannister and Hoar, Queen Street. Plans and Specifications may be seen at Messrs Bannister and Hoar's. No tender necessarily accepted. [152, 1090, 226, 1183]
article-paragraph: Boar, long-haired Berkshire, over 12 months—Walter Ferry's 1; Sow, smooth-haired Berkshire, under 12 months—Robert McLellan 1; Sow, long-haired Berkshire, over 12 months, Walter Ferry's 1; Boar, smooth-haired Berkshire, under 12 months—Robert McLellan 1; Sow, Yorkshire, over 12 months—A. A. Elkins; Sow Yorkshire, over 12 months—A. A. Elkins 1; Sow with litter, any breed—Walter Perry 1, A. A. Elkins 2; Best fat pig of the yard—Walter Perry 1; Boar, Chinese, under 12 months, Alex Walker 1; Sow, Chinese, over 12 months, Alex Walker 1. [12, 90, 73, 362]
ad-body: We beg to tender our sincere thanks to the inhabitants of Masterton and District, for the very liberal support accorded us since opening our Masterton Branch. We now feel confident that the public fully recognise the advantage of dealing with a Firm which are not only the largest importers, but also the largest Manufacturers in New Zealand. Men's good Watertights, 11/6, 13/6, 14/6. Men's Shooters, 11/6, 13/6. Ladies' Kid Button Boots, 8/6. [550, 235, 706, 311]
ad-signature: H. G. WOLTERS. Carterton, 9th October, 1891. [1058, 606, 1186, 614]
column-2 [77, 37, 148, 1990]
ad-footer: FOR SALE ON EASY TERMS. A COTTAGE with Outbuildings and half an acre of land in Sussex Street, Masterton. Apply to E. FEIST. [1194, 803, 1315, 837]
ad-signature: HENRY D. O'HALLORAN, Loan and Mercantile Buildings, Wellington. [347, 456, 435, 481]
jockey-club-ad [234, 908, 328, 1090]
ad-title: PEDIGREE STOCK SALE. [154, 760, 223, 782]
article-heading: A Hospital for Palmerston. [90, 666, 134, 683]
ad-signature: THOS WAGG & CO. MASTERTON COACH FACTORY. [339, 650, 435, 666]
ad-body: PUBLIC TENDERS will close at noon on THURSDAY, 12th November, at the County Office, Masterton, for about 28 Chains of Metalling on the Tiraumea Road. [336, 834, 435, 876]
ad-title: TEMPERANCE HOTEL, (Adjoining Drill Hall), MASTERTON. [152, 1583, 226, 1637]
ad-body: F. H. WOOD has received instructions to sell by public auction as above— Cows; 1 Trap and Harness. [1194, 85, 1315, 110]
section-subheading: The Irish Diamond. [82, 1759, 142, 1768]
column-3 [148, 37, 230, 1758]
